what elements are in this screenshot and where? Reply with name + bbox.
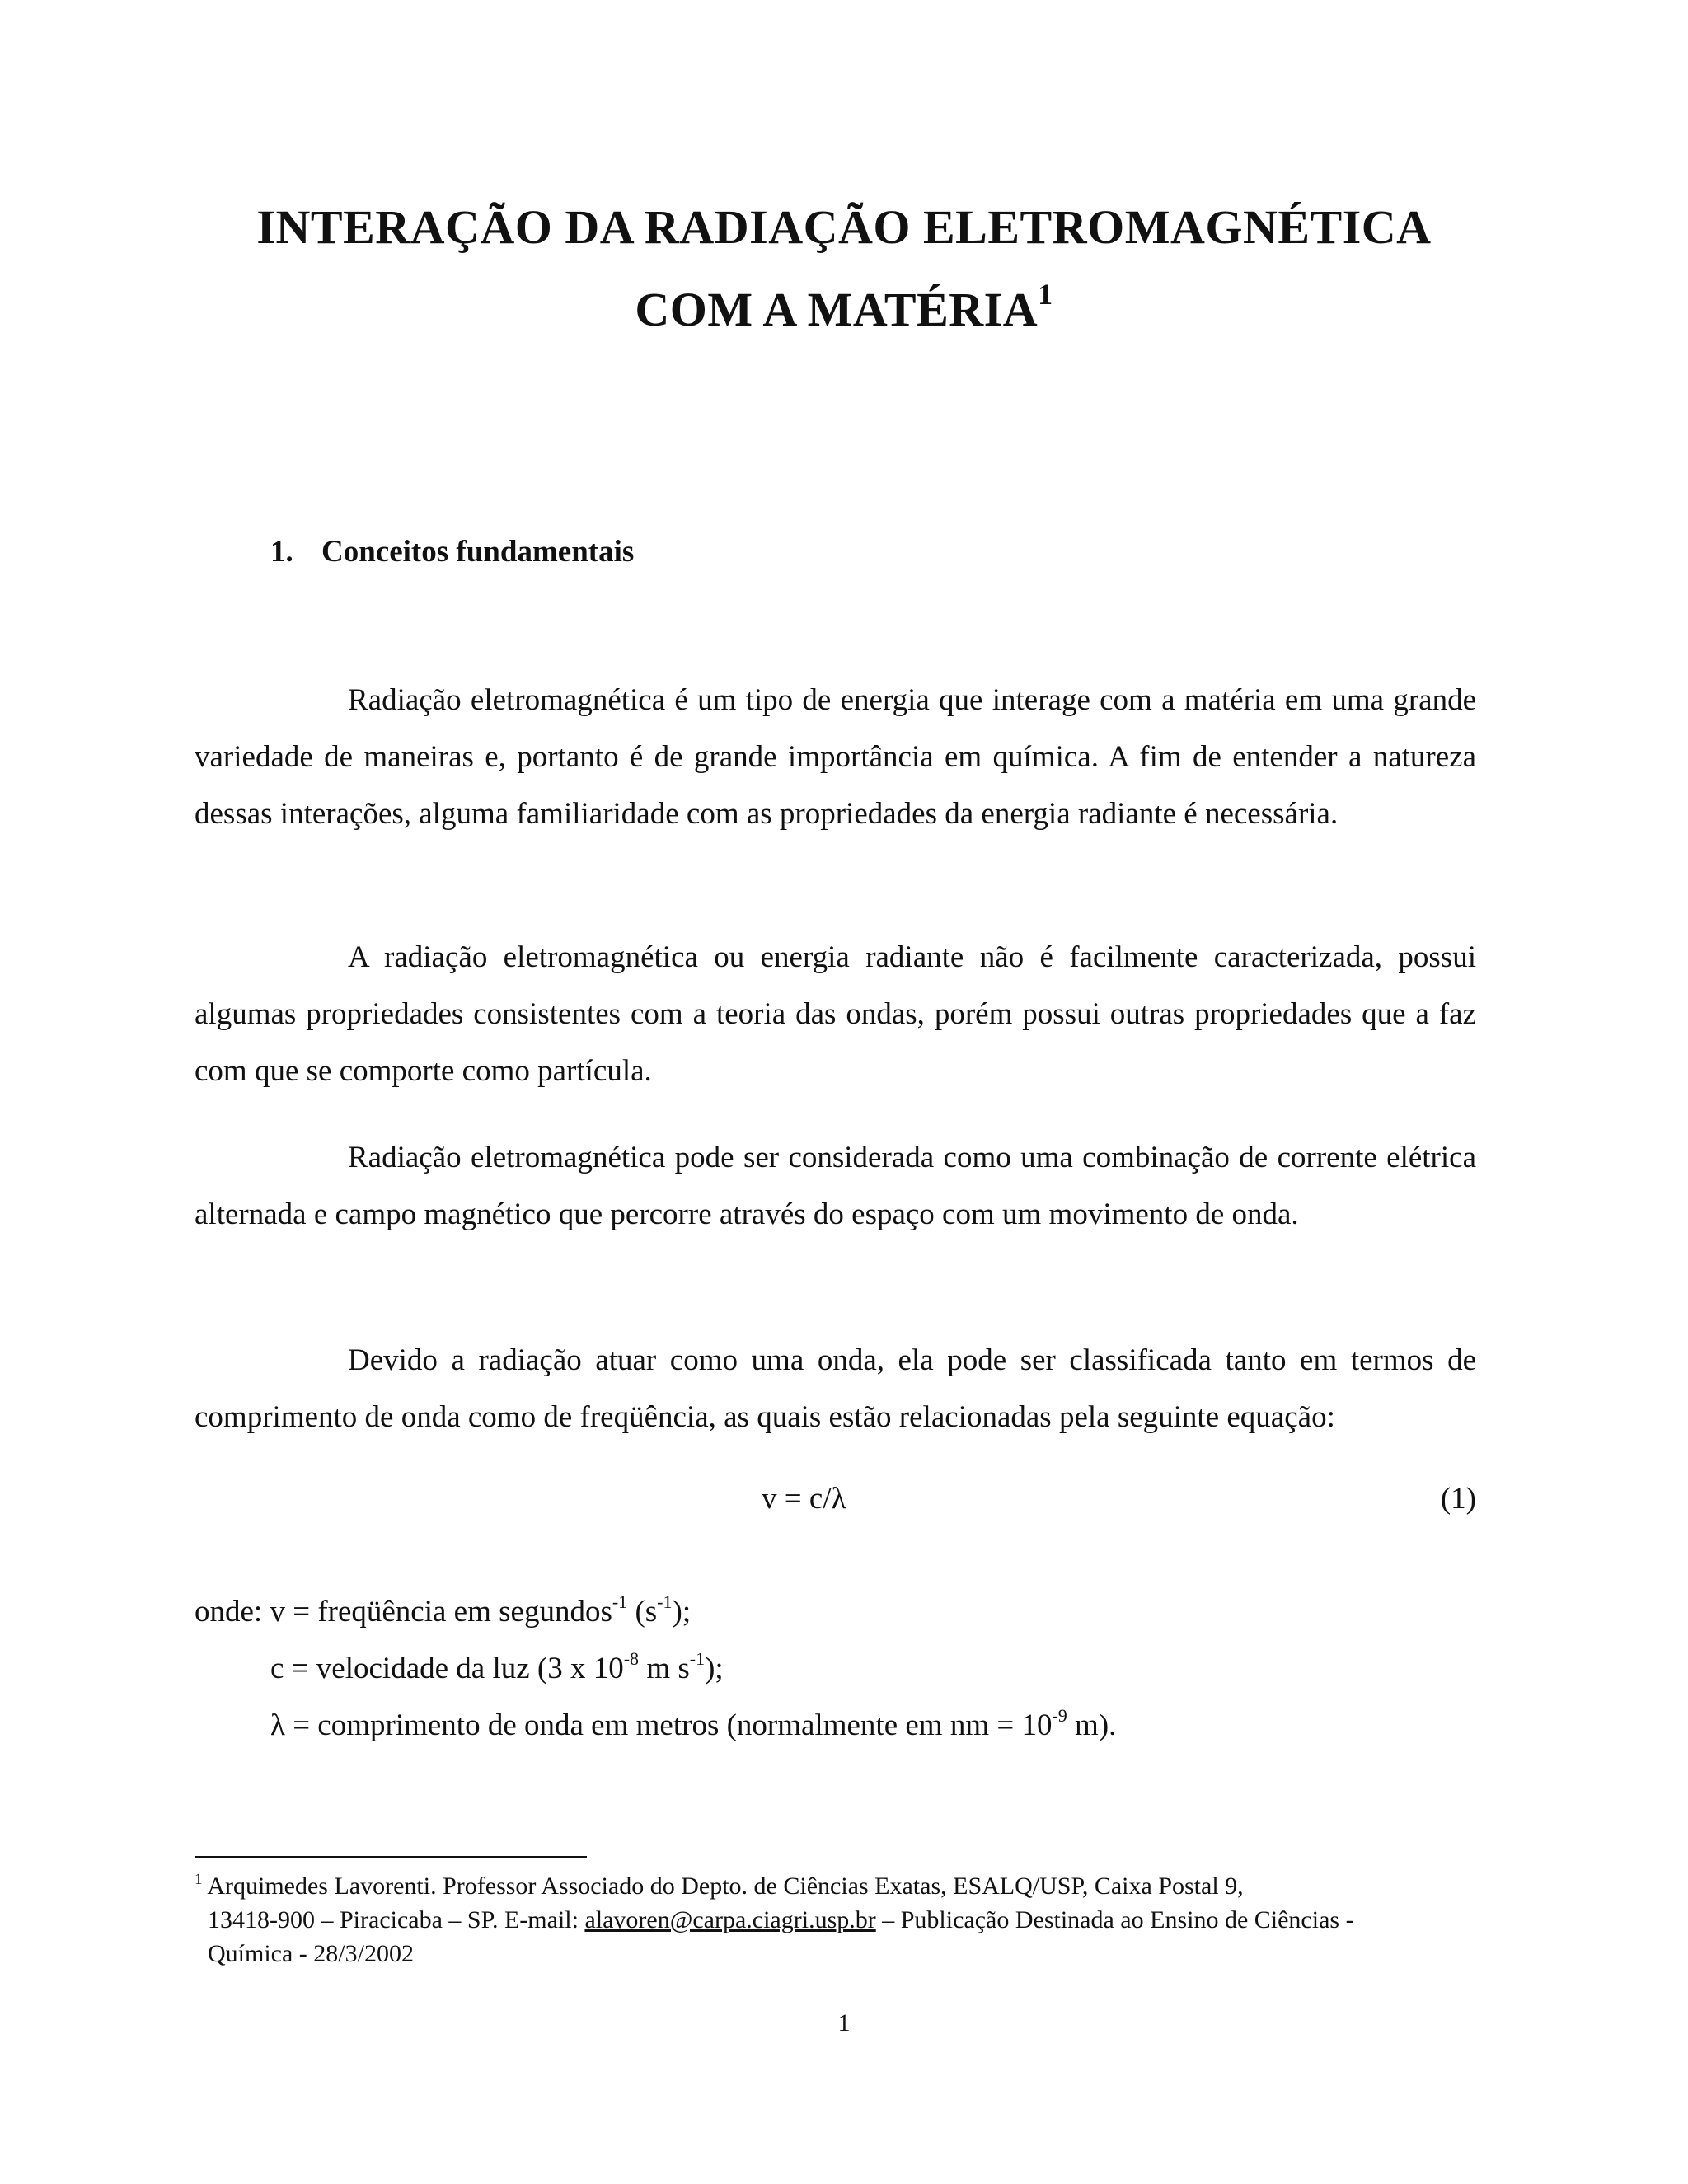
section-number: 1. <box>270 535 293 569</box>
superscript: -9 <box>1052 1705 1067 1726</box>
definition-speed-text: c = velocidade da luz (3 x 10 <box>270 1652 624 1685</box>
definition-wavelength-end: m). <box>1067 1708 1117 1742</box>
page-number: 1 <box>837 2009 851 2036</box>
footnote <box>195 1869 1480 1971</box>
definition-frequency-end: ); <box>672 1595 692 1629</box>
footnote-publication-text: – Publicação Destinada ao Ensino de Ciências - <box>875 1906 1354 1933</box>
paragraph-2-text: A radiação eletromagnética ou energia radiante não é facilmente caracterizada, possui algumas propriedades consistentes com a teoria das ondas, porém possui outras propriedades que a faz com que se comporte como partícula. <box>195 940 1476 1088</box>
paragraph-4-text: Devido a radiação atuar como uma onda, ela pode ser classificada tanto em termos de comprimento de onda como de freqüência, as quais estão relacionadas pela seguinte equação: <box>195 1343 1476 1434</box>
footnote-line-3: Química - 28/3/2002 <box>208 1940 414 1967</box>
section-heading <box>270 537 634 567</box>
document-title-text: COM A MATÉRIA <box>635 283 1039 336</box>
definition-frequency-unit: (s <box>627 1595 658 1629</box>
definition-wavelength <box>270 1705 1117 1742</box>
definition-speed-of-light <box>270 1648 724 1685</box>
footnote-line-2 <box>195 1903 1480 1937</box>
paragraph-1-text: Radiação eletromagnética é um tipo de energia que interage com a matéria em uma grande variedade de maneiras e, portanto é de grande importância em química. A fim de entender a natureza dessas interações, alguma familiaridade com as propriedades da energia radiante é necessária. <box>195 683 1476 831</box>
paragraph-4 <box>195 1332 1476 1446</box>
document-title-line-1: INTERAÇÃO DA RADIAÇÃO ELETROMAGNÉTICA <box>256 200 1432 254</box>
paragraph-1 <box>195 672 1476 842</box>
definition-frequency-text: onde: v = freqüência em segundos <box>195 1595 612 1629</box>
paragraph-2 <box>195 929 1476 1099</box>
equation-formula: v = c/λ <box>762 1482 846 1516</box>
paragraph-3 <box>195 1129 1476 1243</box>
section-title: Conceitos fundamentais <box>321 535 635 569</box>
superscript: -1 <box>657 1591 673 1612</box>
equation-row <box>195 1483 1476 1516</box>
footnote-divider <box>195 1856 587 1858</box>
superscript: -8 <box>623 1648 640 1669</box>
paragraph-3-text: Radiação eletromagnética pode ser considerada como uma combinação de corrente elétrica alternada e campo magnético que percorre através do espaço com um movimento de onda. <box>195 1141 1476 1231</box>
definition-wavelength-text: λ = comprimento de onda em metros (normalmente em nm = 10 <box>270 1708 1053 1742</box>
definition-speed-unit: m s <box>639 1652 690 1685</box>
title-footnote-marker: 1 <box>1038 278 1053 311</box>
footnote-address-text: 13418-900 – Piracicaba – SP. E-mail: <box>208 1906 585 1933</box>
footnote-line-1 <box>195 1872 1244 1900</box>
definition-speed-end: ); <box>705 1652 724 1685</box>
footnote-email-link[interactable]: alavoren@carpa.ciagri.usp.br <box>584 1906 876 1933</box>
superscript: -1 <box>612 1591 628 1612</box>
equation-number: (1) <box>1440 1482 1476 1516</box>
superscript: -1 <box>689 1648 706 1669</box>
footnote-author-text: Arquimedes Lavorenti. Professor Associado do Depto. de Ciências Exatas, ESALQ/USP, Caixa Postal 9, <box>202 1872 1244 1900</box>
document-title-line-2 <box>0 278 1688 336</box>
footnote-marker: 1 <box>195 1871 203 1888</box>
definition-frequency <box>195 1591 692 1629</box>
